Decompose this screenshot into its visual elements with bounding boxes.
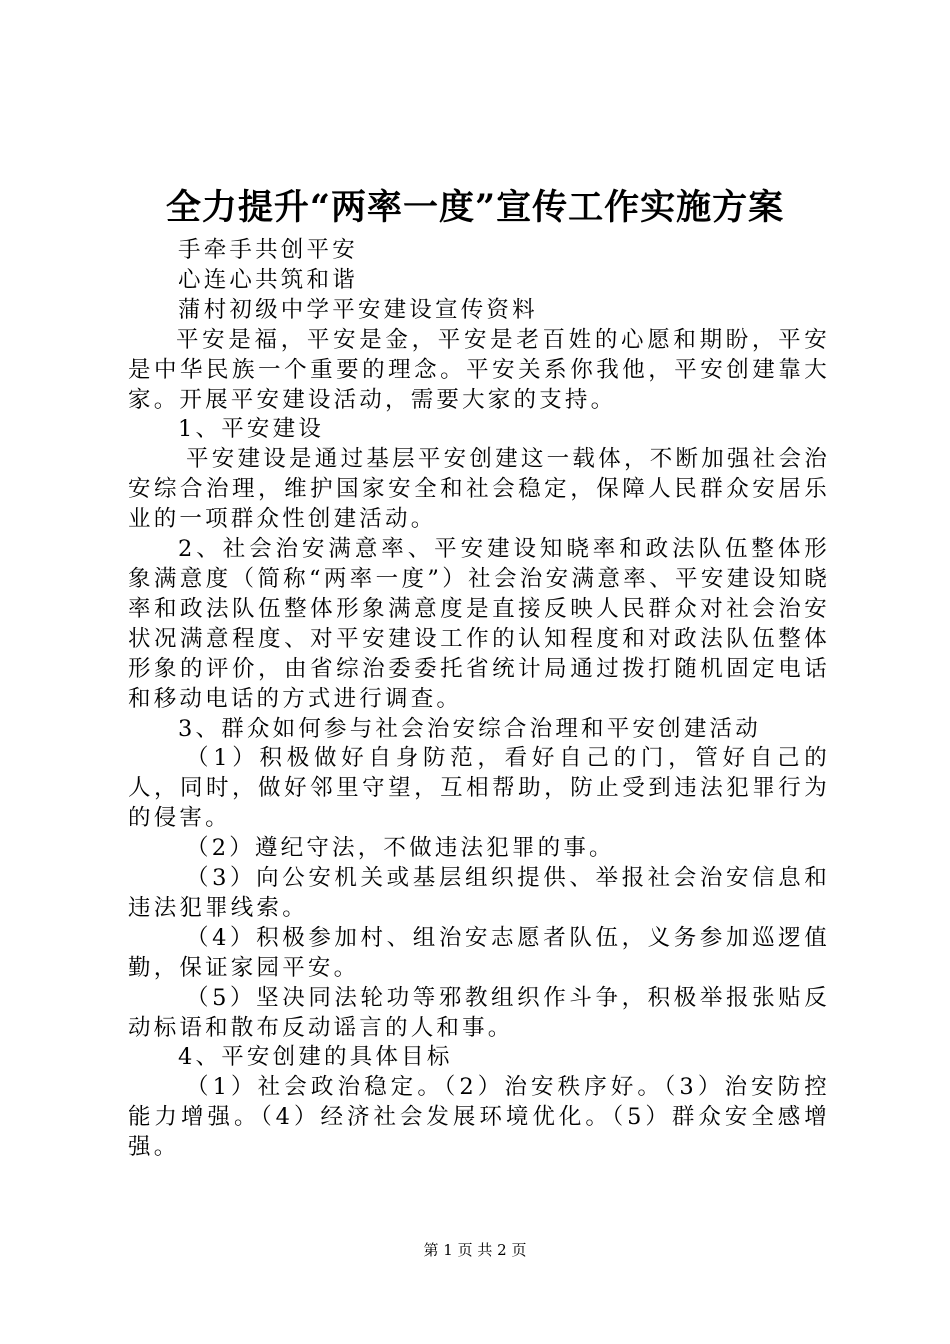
section-3-item-3: （3）向公安机关或基层组织提供、举报社会治安信息和违法犯罪线索。 — [128, 865, 830, 921]
section-4-heading: 4、平安创建的具体目标 — [178, 1044, 453, 1071]
section-1-heading: 1、平安建设 — [178, 416, 325, 443]
intro-paragraph: 平安是福，平安是金，平安是老百姓的心愿和期盼，平安是中华民族一个重要的理念。平安关系你我他，平安创建靠大家。开展平安建设活动，需要大家的支持。 — [128, 326, 830, 413]
document-body — [128, 236, 830, 1163]
slogan-line-2: 心连心共筑和谐 — [178, 266, 358, 293]
slogan-line-1: 手牵手共创平安 — [178, 237, 358, 263]
section-4-paragraph: （1）社会政治稳定。（2）治安秩序好。（3）治安防控能力增强。（4）经济社会发展环境优化。（5）群众安全感增强。 — [128, 1074, 830, 1161]
source-line: 蒲村初级中学平安建设宣传资料 — [178, 296, 538, 323]
section-3-item-4: （4）积极参加村、组治安志愿者队伍，义务参加巡逻值勤，保证家园平安。 — [128, 924, 830, 981]
page-title: 全力提升“两率一度”宣传工作实施方案 — [165, 187, 785, 228]
section-2-paragraph: 2、社会治安满意率、平安建设知晓率和政法队伍整体形象满意度（简称“两率一度”）社会治安满意率、平安建设知晓率和政法队伍整体形象满意度是直接反映人民群众对社会治安状况满意程度、对平安建设工作的认知程度和对政法队伍整体形象的评价，由省综治委委托省统计局通过拨打随机固定电话和移动电话的方式进行调查。 — [128, 536, 830, 712]
section-3-item-5: （5）坚决同法轮功等邪教组织作斗争，积极举报张贴反动标语和散布反动谣言的人和事。 — [128, 984, 830, 1041]
section-1-paragraph: 平安建设是通过基层平安创建这一载体，不断加强社会治安综合治理，维护国家安全和社会稳定，保障人民群众安居乐业的一项群众性创建活动。 — [128, 446, 830, 533]
section-3-heading: 3、群众如何参与社会治安综合治理和平安创建活动 — [178, 715, 761, 742]
section-3-item-1: （1）积极做好自身防范，看好自己的门，管好自己的人，同时，做好邻里守望，互相帮助，防止受到违法犯罪行为的侵害。 — [128, 745, 830, 832]
page-number-footer: 第 1 页 共 2 页 — [423, 1241, 527, 1259]
section-3-item-2: （2）遵纪守法，不做违法犯罪的事。 — [186, 835, 615, 862]
